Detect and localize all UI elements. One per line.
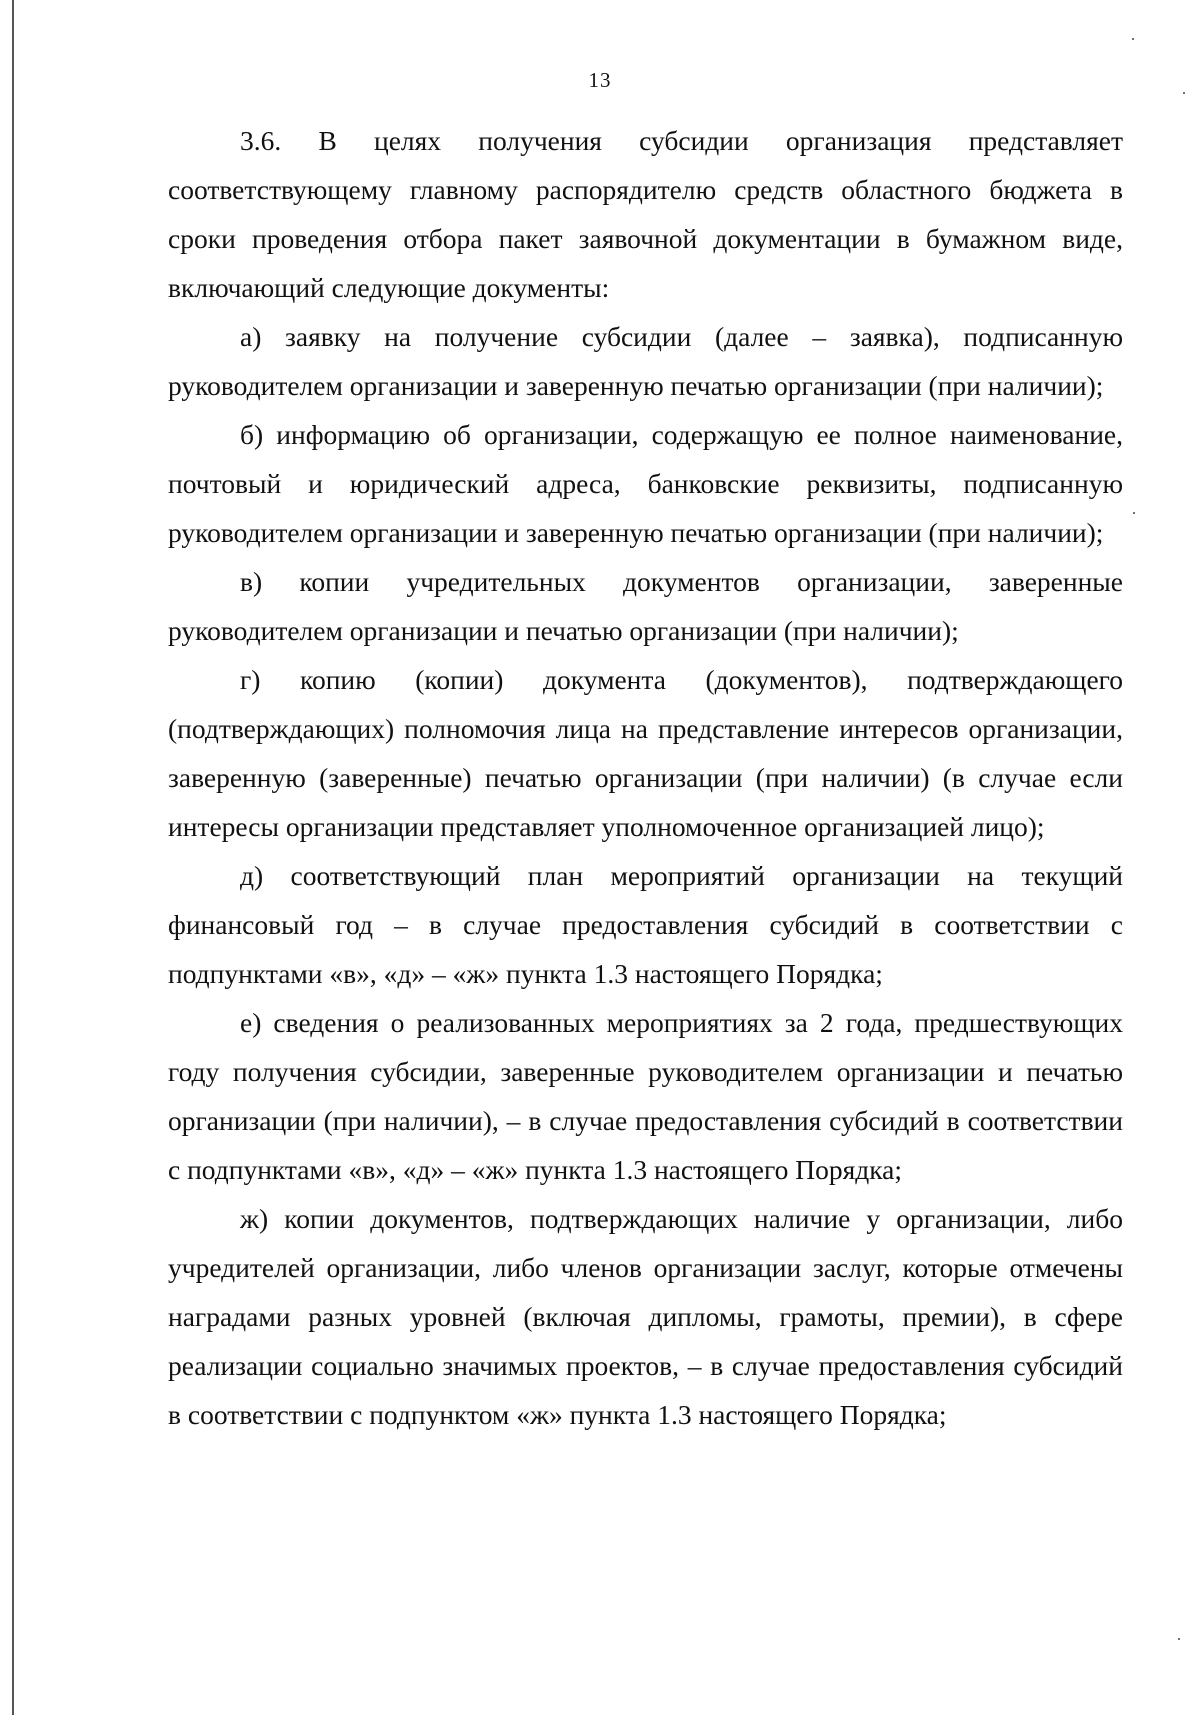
paragraph-item-zh: ж) копии документов, подтверждающих наличие у организации, либо учредителей организации, либо членов организации заслуг, которые отмечены наградами разных уровней (включая дипломы, грамоты, премии), в сфере реализации социально значимых проектов, – в случае предоставления субсидий в соответствии с подпунктом «ж» пункта 1.3 настоящего Порядка; xyxy=(168,1203,1123,1430)
paragraph-item-v: в) копии учредительных документов организации, заверенные руководителем организации и печатью организации (при наличии); xyxy=(168,566,1123,646)
paragraph-item-e: е) сведения о реализованных мероприятиях за 2 года, предшествующих году получения субсидии, заверенные руководителем организации и печатью организации (при наличии), – в случае предоставления субсидий в соответствии с подпунктами «в», «д» – «ж» пункта 1.3 настоящего Порядка; xyxy=(168,1007,1123,1185)
paragraph-3-6: 3.6. В целях получения субсидии организация представляет соответствующему главному распорядителю средств областного бюджета в сроки проведения отбора пакет заявочной документации в бумажном виде, включающий следующие документы: xyxy=(168,125,1123,303)
scan-speck xyxy=(1133,512,1135,514)
paragraph-item-a: а) заявку на получение субсидии (далее – заявка), подписанную руководителем организации и заверенную печатью организации (при наличии); xyxy=(168,321,1123,401)
paragraph-item-d: д) соответствующий план мероприятий организации на текущий финансовый год – в случае предоставления субсидий в соответствии с подпунктами «в», «д» – «ж» пункта 1.3 настоящего Порядка; xyxy=(168,860,1123,989)
scan-speck xyxy=(1178,1638,1180,1640)
scan-speck xyxy=(1132,38,1134,40)
paragraph-item-b: б) информацию об организации, содержащую ее полное наименование, почтовый и юридический адреса, банковские реквизиты, подписанную руководителем организации и заверенную печатью организации (при наличии); xyxy=(168,419,1123,548)
paragraph-item-g: г) копию (копии) документа (документов), подтверждающего (подтверждающих) полномочия лица на представление интересов организации, заверенную (заверенные) печатью организации (при наличии) (в случае если интересы организации представляет уполномоченное организацией лицо); xyxy=(168,664,1123,842)
document-body xyxy=(168,116,1123,1439)
scan-left-edge-line xyxy=(12,0,14,1715)
page-number: 13 xyxy=(588,68,612,92)
